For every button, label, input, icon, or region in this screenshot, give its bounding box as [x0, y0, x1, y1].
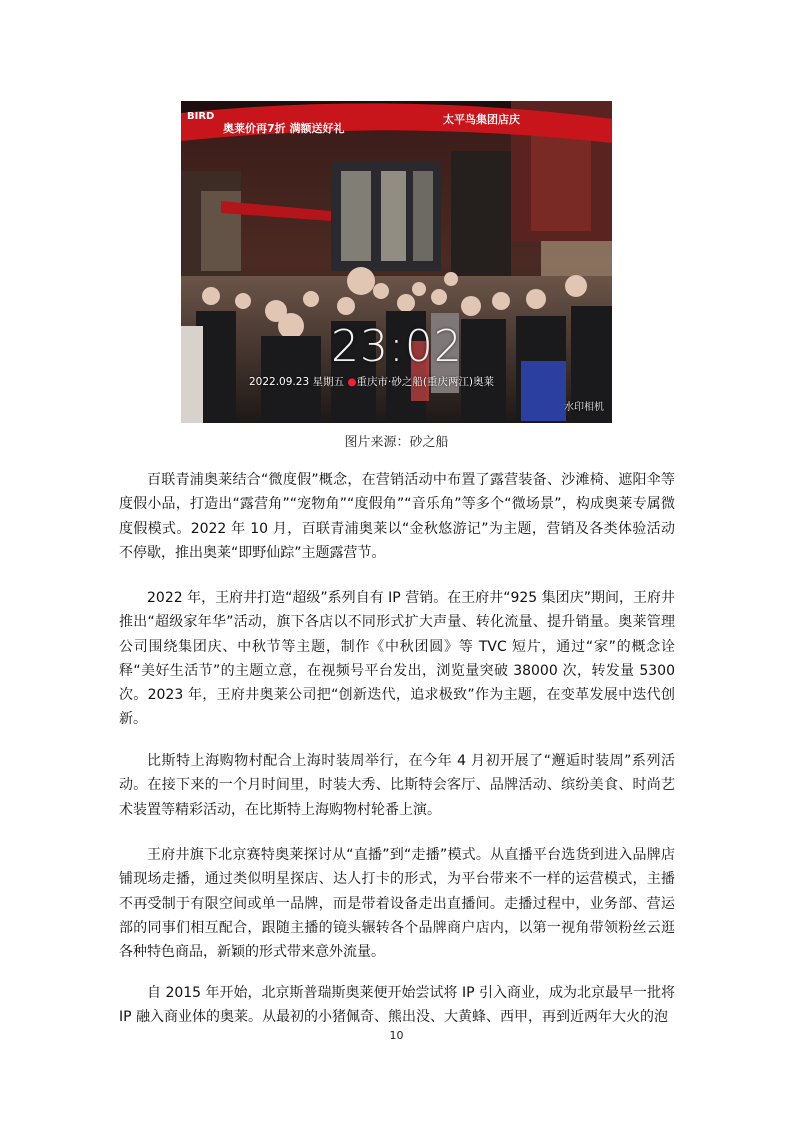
photo-watermark: 水印相机	[564, 402, 604, 413]
banner-left-text: BIRD	[187, 111, 215, 122]
location-pin-icon: ●	[347, 376, 357, 388]
photo-weekday: 星期五	[312, 376, 344, 388]
paragraph-2: 2022 年，王府井打造“超级”系列自有 IP 营销。在王府井“925 集团庆”期间，王府井推出“超级家年华”活动，旗下各店以不同形式扩大声量、转化流量、提升销量。奥莱管理公司围绕集团庆、中秋节等主题，制作《中秋团圆》等 TVC 短片，通过“家”的概念诠释“美好生活节”的主题立意，在视频号平台发出，浏览量突破 38000 次，转发量 5300 次。2023 年，王府井奥莱公司把“创新迭代，追求极致”作为主题，在变革发展中迭代创新。	[119, 590, 675, 728]
photo-location: 重庆市·砂之船(重庆两江)奥莱	[356, 376, 495, 388]
mall-crowd-photo	[181, 101, 612, 423]
paragraph-4: 王府井旗下北京赛特奥莱探讨从“直播”到“走播”模式。从直播平台选货到进入品牌店铺现场走播，通过类似明星探店、达人打卡的形式，为平台带来不一样的运营模式，主播不再受制于有限空间或单一品牌，而是带着设备走出直播间。走播过程中，业务部、营运部的同事们相互配合，跟随主播的镜头辗转各个品牌商户店内，以第一视角带领粉丝云逛各种特色商品，新颖的形式带来意外流量。	[119, 847, 675, 961]
photo-timestamp: 23:02	[331, 321, 463, 372]
paragraph-5: 自 2015 年开始，北京斯普瑞斯奥莱便开始尝试将 IP 引入商业，成为北京最早一批将 IP 融入商业体的奥莱。从最初的小猪佩奇、熊出没、大黄蜂、西甲，再到近两年大火的泡	[119, 985, 675, 1026]
photo-date: 2022.09.23	[249, 376, 310, 388]
banner-main-text: 奥莱价再7折 满额送好礼	[223, 122, 345, 135]
paragraph-1: 百联青浦奥莱结合“微度假”概念，在营销活动中布置了露营装备、沙滩椅、遮阳伞等度假小品，打造出“露营角”“宠物角”“度假角”“音乐角”等多个“微场景”，构成奥莱专属微度假模式。2022 年 10 月，百联青浦奥莱以“金秋悠游记”为主题，营销及各类体验活动不停歇，推出奥莱“即野仙踪”主题露营节。	[119, 472, 675, 561]
paragraph-3: 比斯特上海购物村配合上海时装周举行，在今年 4 月初开展了“邂逅时装周”系列活动。在接下来的一个月时间里，时装大秀、比斯特会客厅、品牌活动、缤纷美食、时尚艺术装置等精彩活动，在比斯特上海购物村轮番上演。	[119, 753, 675, 818]
page-number: 10	[389, 1029, 404, 1042]
banner-right-text: 太平鸟集团店庆	[443, 113, 520, 126]
photo-date-location	[249, 374, 494, 389]
photo-caption: 图片来源：砂之船	[344, 435, 449, 450]
